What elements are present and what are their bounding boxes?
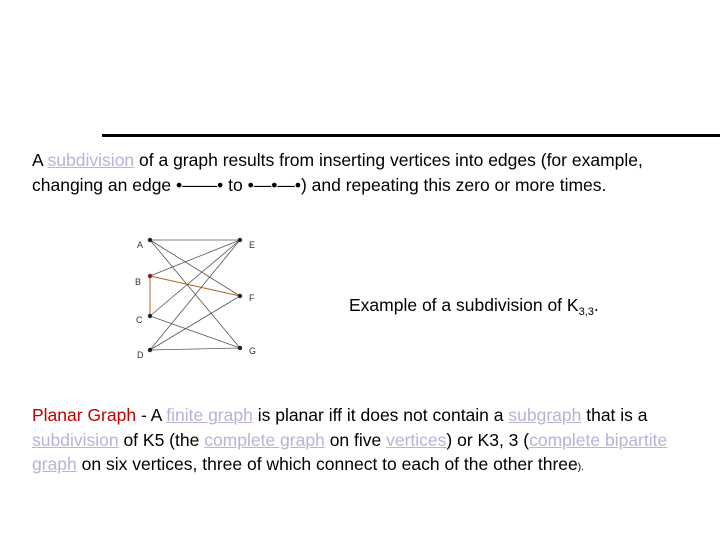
text-segment: of K5 (the xyxy=(118,429,205,450)
graph-vertex-label-g: G xyxy=(249,346,257,356)
graph-edges xyxy=(150,240,240,350)
graph-vertex-label-e: E xyxy=(249,240,256,250)
text-segment: on six vertices, three of which connect to each of the other three xyxy=(76,454,578,474)
planar-graph-paragraph xyxy=(32,403,692,481)
graph-vertex-a xyxy=(148,238,152,242)
text-segment: of a graph results from inserting vertices into edges (for example, changing an edge •——• to •—•—•) and repeating this zero or more times. xyxy=(32,150,643,195)
caption-end: . xyxy=(593,295,599,315)
link-subdivision[interactable]: subdivision xyxy=(47,150,135,170)
text-segment: that is a xyxy=(581,405,648,425)
graph-vertex-label-c: C xyxy=(136,315,143,325)
text-segment: A xyxy=(32,150,48,170)
graph-vertex-label-b: B xyxy=(135,277,142,287)
link-subgraph[interactable]: subgraph xyxy=(508,405,582,425)
graph-vertex-g xyxy=(238,346,242,350)
subdivision-paragraph xyxy=(32,148,692,197)
text-segment: is planar iff it does not contain a xyxy=(252,405,509,425)
planar-graph-term: Planar Graph xyxy=(32,405,137,425)
graph-edge-d-g xyxy=(150,348,240,350)
figure-caption xyxy=(349,293,599,324)
graph-vertex-f xyxy=(238,294,242,298)
graph-edge-a-f xyxy=(150,240,240,296)
subdivision-graph-figure xyxy=(128,228,268,368)
text-segment-small: ). xyxy=(577,462,584,473)
link-finite-graph[interactable]: finite graph xyxy=(166,405,253,425)
horizontal-rule xyxy=(102,134,720,137)
link-complete-bipartite-graph[interactable]: complete bipartite graph xyxy=(32,429,668,474)
graph-vertex-label-a: A xyxy=(137,240,144,250)
graph-vertex-label-d: D xyxy=(137,350,144,360)
graph-vertex-e xyxy=(238,238,242,242)
graph-edge-c-e xyxy=(150,240,240,316)
graph-edge-b-e xyxy=(150,240,240,276)
link-complete-graph[interactable]: complete graph xyxy=(204,429,325,450)
text-segment: - A xyxy=(136,405,167,425)
link-vertices[interactable]: vertices xyxy=(386,429,447,450)
text-segment: ) or K3, 3 ( xyxy=(446,429,530,450)
graph-vertex-c xyxy=(148,314,152,318)
graph-vertex-label-f: F xyxy=(249,293,255,303)
caption-subscript: 3,3 xyxy=(578,306,594,318)
link-subdivision[interactable]: subdivision xyxy=(32,429,119,450)
caption-text: Example of a subdivision of K xyxy=(349,295,579,315)
graph-edge-b-f xyxy=(150,276,240,296)
text-segment: on five xyxy=(324,429,387,450)
graph-vertex-b xyxy=(148,274,152,278)
graph-vertex-d xyxy=(148,348,152,352)
